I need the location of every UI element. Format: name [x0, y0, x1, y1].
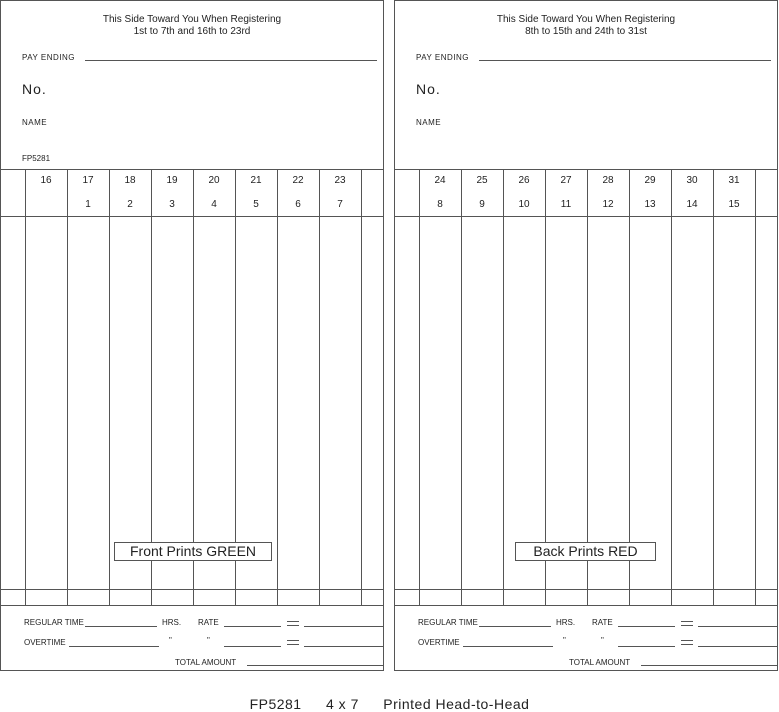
back-day-bottom: 8: [437, 199, 443, 210]
back-day-bottom: 10: [518, 199, 530, 210]
front-hrs-ditto: ": [169, 636, 172, 645]
back-regular-time-line: [479, 626, 551, 627]
back-regular-time-label: REGULAR TIME: [418, 618, 478, 627]
back-regular-amount-line: [698, 626, 778, 627]
back-rate-line: [618, 626, 675, 627]
back-day-bottom: 12: [602, 199, 614, 210]
front-regular-amount-line: [304, 626, 384, 627]
caption-size: 4 x 7: [326, 696, 359, 712]
back-equals-sign: [681, 621, 693, 626]
front-form-number: FP5281: [22, 154, 51, 163]
back-column-divider: [461, 169, 462, 606]
front-day-bottom: 6: [295, 199, 301, 210]
front-column-divider: [109, 169, 110, 606]
front-day-top: 23: [334, 175, 346, 186]
front-day-bottom: 4: [211, 199, 217, 210]
back-no-label: No.: [416, 81, 441, 97]
front-hrs-label: HRS.: [162, 618, 182, 627]
back-column-divider: [587, 169, 588, 606]
back-column-divider: [545, 169, 546, 606]
back-hrs-ditto: ": [563, 636, 566, 645]
front-column-divider: [277, 169, 278, 606]
front-column-divider: [361, 169, 362, 606]
front-day-bottom: 1: [85, 199, 91, 210]
front-day-top: 16: [40, 175, 52, 186]
front-day-top: 21: [250, 175, 262, 186]
front-card: [0, 0, 384, 671]
back-day-top: 26: [518, 175, 530, 186]
front-day-bottom: 2: [127, 199, 133, 210]
front-equals-sign: [287, 621, 299, 626]
front-print-note: Front Prints GREEN: [114, 542, 272, 561]
front-pay-ending-line: [85, 60, 377, 61]
back-day-bottom: 13: [644, 199, 656, 210]
back-column-divider: [755, 169, 756, 606]
back-day-top: 31: [728, 175, 740, 186]
front-header-line1: This Side Toward You When Registering: [102, 14, 282, 25]
back-hrs-label: HRS.: [556, 618, 576, 627]
front-header-line2: 1st to 7th and 16th to 23rd: [133, 26, 251, 37]
front-pay-ending-label: PAY ENDING: [22, 53, 76, 62]
back-total-amount-label: TOTAL AMOUNT: [569, 658, 631, 667]
front-regular-time-label: REGULAR TIME: [24, 618, 84, 627]
back-day-top: 24: [434, 175, 446, 186]
back-day-top: 25: [476, 175, 488, 186]
back-day-bottom: 15: [728, 199, 740, 210]
front-column-divider: [319, 169, 320, 606]
back-column-divider: [503, 169, 504, 606]
back-overtime-equals-sign: [681, 640, 693, 645]
back-pay-ending-label: PAY ENDING: [416, 53, 470, 62]
front-overtime-amount-line: [304, 646, 384, 647]
front-day-bottom: 3: [169, 199, 175, 210]
back-day-bottom: 11: [560, 199, 572, 210]
back-header-line2: 8th to 15th and 24th to 31st: [525, 26, 647, 37]
back-pay-ending-line: [479, 60, 771, 61]
front-overtime-equals-sign: [287, 640, 299, 645]
front-name-label: NAME: [22, 118, 48, 127]
front-column-divider: [25, 169, 26, 606]
back-name-label: NAME: [416, 118, 442, 127]
back-day-top: 28: [602, 175, 614, 186]
back-total-amount-line: [641, 665, 778, 666]
back-grid-bottom-line: [395, 589, 777, 590]
front-day-bottom: 7: [337, 199, 343, 210]
back-rate-label: RATE: [592, 618, 613, 627]
back-column-divider: [629, 169, 630, 606]
back-footer-line: [395, 605, 777, 606]
front-day-bottom: 5: [253, 199, 259, 210]
front-rate-ditto: ": [207, 636, 210, 645]
back-overtime-rate-line: [618, 646, 675, 647]
front-column-divider: [235, 169, 236, 606]
back-overtime-line: [463, 646, 553, 647]
front-total-amount-line: [247, 665, 384, 666]
back-column-divider: [419, 169, 420, 606]
back-grid-header-line: [395, 216, 777, 217]
front-day-top: 20: [208, 175, 220, 186]
front-grid-header-line: [1, 216, 383, 217]
front-grid-top-line: [1, 169, 383, 170]
back-day-bottom: 14: [686, 199, 698, 210]
front-rate-line: [224, 626, 281, 627]
back-card: [394, 0, 778, 671]
front-grid-bottom-line: [1, 589, 383, 590]
back-day-top: 30: [686, 175, 698, 186]
front-column-divider: [151, 169, 152, 606]
back-overtime-label: OVERTIME: [418, 638, 460, 647]
front-day-top: 17: [82, 175, 94, 186]
front-day-top: 19: [166, 175, 178, 186]
front-day-top: 18: [124, 175, 136, 186]
caption-printed: Printed Head-to-Head: [383, 696, 530, 712]
front-no-label: No.: [22, 81, 47, 97]
back-day-top: 29: [644, 175, 656, 186]
front-regular-time-line: [85, 626, 157, 627]
front-overtime-rate-line: [224, 646, 281, 647]
front-column-divider: [193, 169, 194, 606]
back-day-top: 27: [560, 175, 572, 186]
back-header-line1: This Side Toward You When Registering: [496, 14, 676, 25]
front-footer-line: [1, 605, 383, 606]
front-rate-label: RATE: [198, 618, 219, 627]
back-column-divider: [671, 169, 672, 606]
back-column-divider: [713, 169, 714, 606]
back-overtime-amount-line: [698, 646, 778, 647]
back-print-note: Back Prints RED: [515, 542, 656, 561]
front-overtime-label: OVERTIME: [24, 638, 66, 647]
back-rate-ditto: ": [601, 636, 604, 645]
front-overtime-line: [69, 646, 159, 647]
back-day-bottom: 9: [479, 199, 485, 210]
caption-form-number: FP5281: [249, 696, 302, 712]
front-total-amount-label: TOTAL AMOUNT: [175, 658, 237, 667]
front-day-top: 22: [292, 175, 304, 186]
back-grid-top-line: [395, 169, 777, 170]
front-column-divider: [67, 169, 68, 606]
